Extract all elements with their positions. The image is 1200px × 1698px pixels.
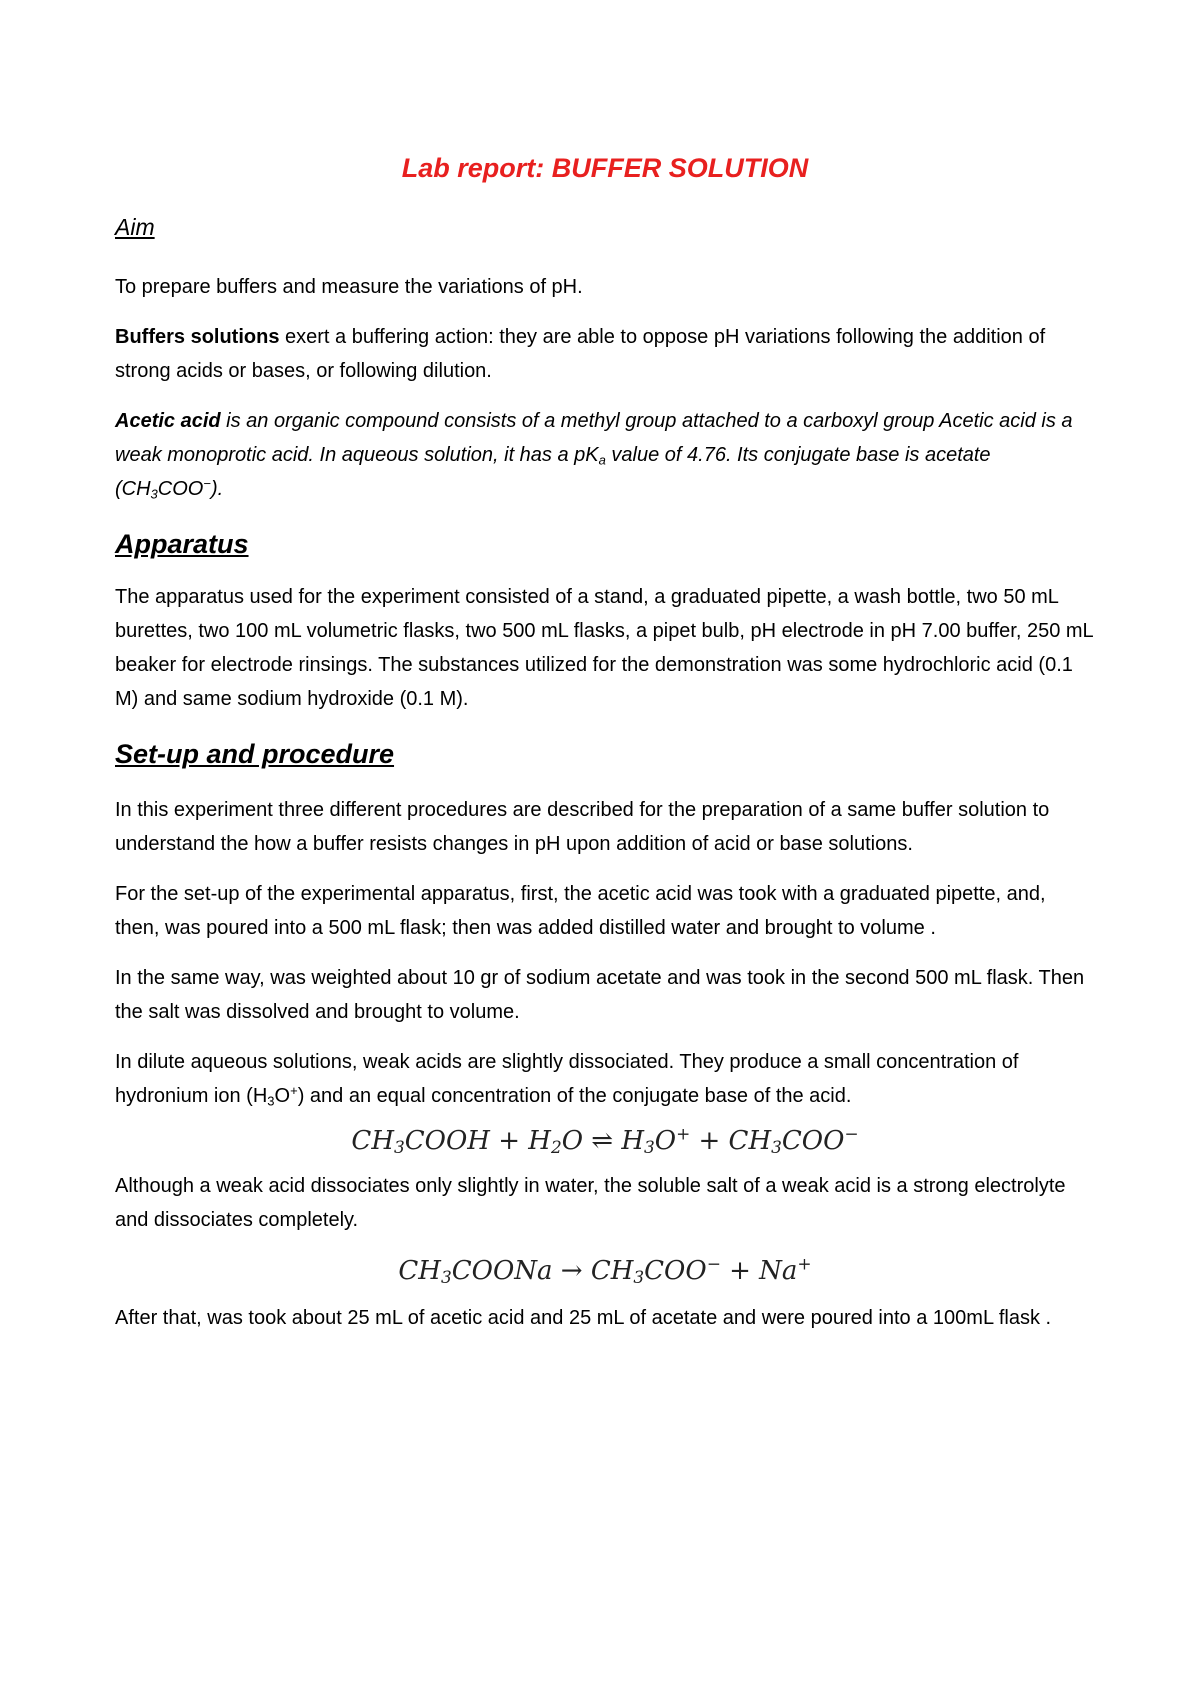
acetic-text-3: COO	[157, 477, 204, 500]
page-title: Lab report: BUFFER SOLUTION	[401, 153, 809, 183]
equation-dissociation: $CH_3COOH + H_2O$ ⇌ $H_3O^+ + CH_3COO^-$	[351, 1123, 859, 1157]
setup-paragraph-1: In this experiment three different procedures are described for the preparation of a same buffer solution to understand the how a buffer resists changes in pH upon addition of acid or base solutions.	[115, 798, 1050, 855]
acetic-text-2: value of 4.76. Its conjugate base is acetate (CH	[115, 443, 991, 500]
setup-paragraph-2: For the set-up of the experimental apparatus, first, the acetic acid was took with a graduated pipette, and, then, was poured into a 500 mL flask; then was added distilled water and brought to volume .	[115, 882, 1046, 939]
buffers-text: exert a buffering action: they are able to oppose pH variations following the addition of strong acids or bases, or following dilution.	[115, 325, 1046, 382]
aim-heading: Aim	[115, 214, 155, 241]
equation-salt: $CH_3COONa \to CH_3COO^- + Na^+$	[398, 1253, 812, 1287]
p4-sub: 3	[267, 1093, 275, 1109]
acetic-text-4: ).	[210, 477, 224, 500]
acetic-paragraph	[115, 404, 1095, 506]
p4-text-b: O	[274, 1084, 291, 1107]
document-content	[115, 140, 1095, 1335]
p4-sup: +	[290, 1082, 298, 1098]
apparatus-text: The apparatus used for the experiment consisted of a stand, a graduated pipette, a wash bottle, two 50 mL burettes, two 100 mL volumetric flasks, two 500 mL flasks, a pipet bulb, pH electrode in pH 7.00 buffer, 250 mL beaker for electrode rinsings. The substances utilized for the demonstration was some hydrochloric acid (0.1 M) and same sodium hydroxide (0.1 M).	[115, 586, 1093, 711]
buffers-term: Buffers solutions	[115, 325, 280, 348]
acetic-text-1: is an organic compound consists of a methyl group attached to a carboxyl group Acetic acid is a weak monoprotic acid. In aqueous solution, it has a pK	[115, 409, 1073, 466]
setup-paragraph-4	[115, 1045, 1095, 1113]
acetic-term: Acetic acid	[115, 409, 221, 432]
p4-text-a: In dilute aqueous solutions, weak acids are slightly dissociated. They produce a small concentration of hydronium ion (H	[115, 1050, 1019, 1107]
setup-paragraph-5: Although a weak acid dissociates only slightly in water, the soluble salt of a weak acid is a strong electrolyte and dissociates completely.	[115, 1174, 1066, 1231]
p4-text-c: ) and an equal concentration of the conjugate base of the acid.	[297, 1084, 852, 1107]
buffers-paragraph	[115, 320, 1095, 388]
acetic-sub-2: 3	[150, 486, 158, 502]
acetic-sub: a	[598, 452, 606, 468]
setup-paragraph-6: After that, was took about 25 mL of acetic acid and 25 mL of acetate and were poured into a 100mL flask .	[115, 1306, 1052, 1329]
aim-text: To prepare buffers and measure the variations of pH.	[115, 275, 583, 298]
setup-paragraph-3: In the same way, was weighted about 10 gr of sodium acetate and was took in the second 500 mL flask. Then the salt was dissolved and brought to volume.	[115, 966, 1085, 1023]
setup-heading: Set-up and procedure	[115, 739, 395, 770]
acetic-sup: −	[203, 475, 211, 491]
apparatus-heading: Apparatus	[115, 528, 249, 559]
